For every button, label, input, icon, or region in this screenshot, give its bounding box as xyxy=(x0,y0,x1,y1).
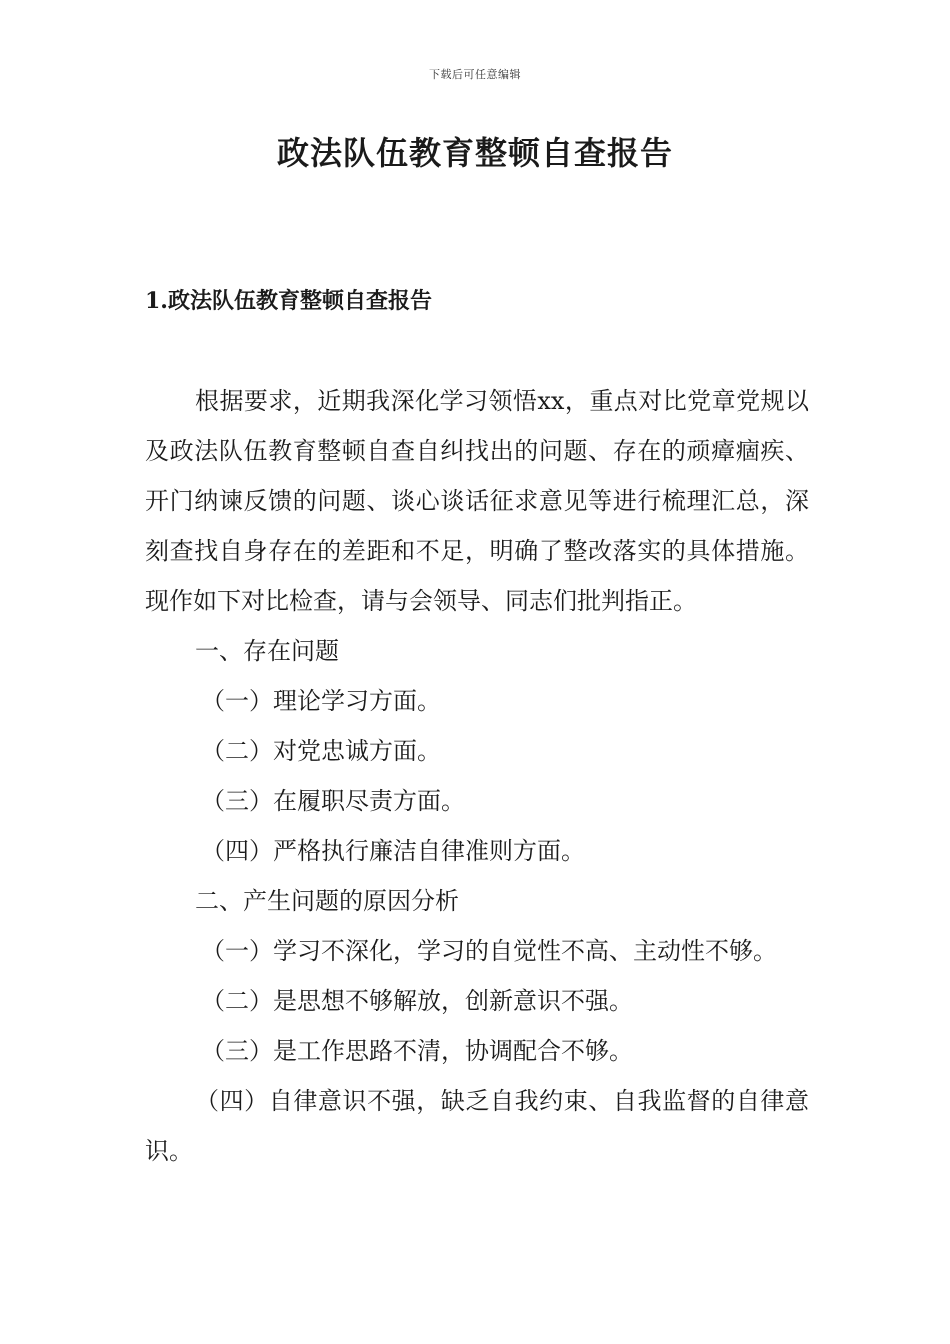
part2-item: （二）是思想不够解放，创新意识不强。 xyxy=(201,987,633,1015)
part1-item: （三）在履职尽责方面。 xyxy=(201,787,465,815)
part1-item: （四）严格执行廉洁自律准则方面。 xyxy=(201,837,585,865)
part1-heading: 一、存在问题 xyxy=(195,637,339,665)
part2-heading: 二、产生问题的原因分析 xyxy=(195,887,459,915)
header-note: 下载后可任意编辑 xyxy=(429,68,521,81)
section-heading: 1.政法队伍教育整顿自查报告 xyxy=(145,288,432,314)
document-body xyxy=(145,376,809,1176)
part2-item: （一）学习不深化，学习的自觉性不高、主动性不够。 xyxy=(201,937,777,965)
document-title: 政法队伍教育整顿自查报告 xyxy=(276,134,673,172)
part1-item: （一）理论学习方面。 xyxy=(201,687,441,715)
intro-paragraph: 根据要求，近期我深化学习领悟xx，重点对比党章党规以及政法队伍教育整顿自查自纠找出的问题、存在的顽瘴痼疾、开门纳谏反馈的问题、谈心谈话征求意见等进行梳理汇总，深刻查找自身存在的差距和不足，明确了整改落实的具体措施。现作如下对比检查，请与会领导、同志们批判指正。 xyxy=(145,387,809,615)
part2-item: （三）是工作思路不清，协调配合不够。 xyxy=(201,1037,633,1065)
part2-last-item: （四）自律意识不强，缺乏自我约束、自我监督的自律意识。 xyxy=(145,1087,809,1165)
part1-item: （二）对党忠诚方面。 xyxy=(201,737,441,765)
